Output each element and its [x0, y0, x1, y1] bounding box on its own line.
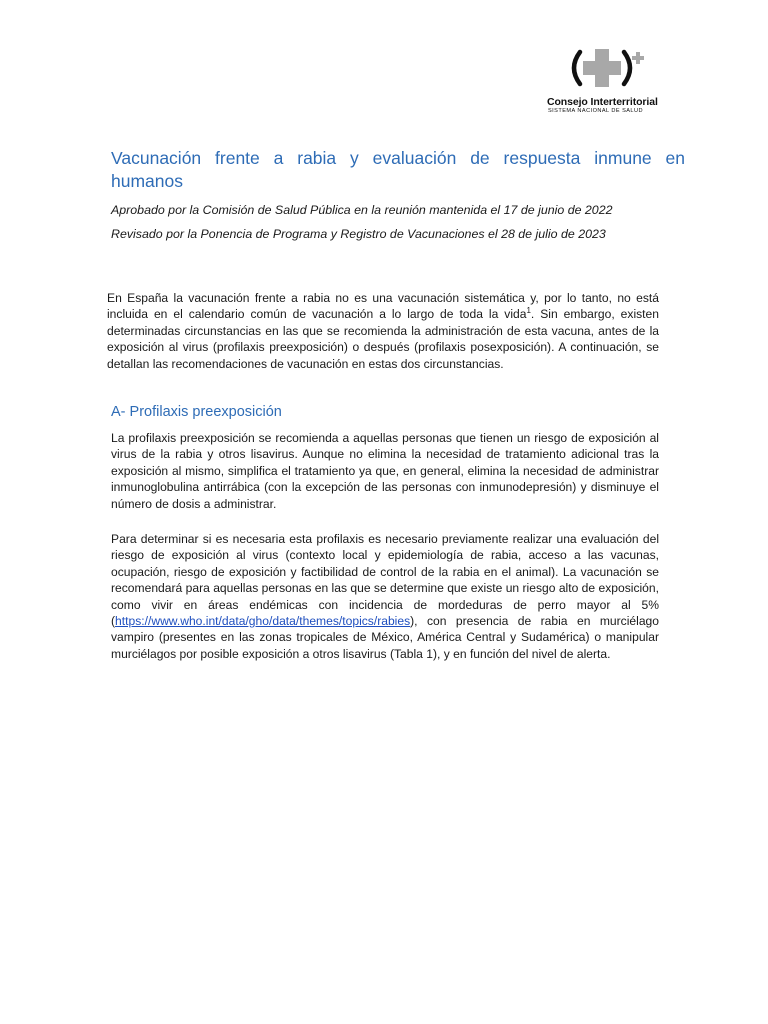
- intro-text-part2: . Sin embargo, existen determinadas circunstancias en las que se recomienda la administración de esta vacuna, antes de la exposición al virus (profilaxis preexposición) o después (profilaxis posexposición). A continuación, se detallan las recomendaciones de vacunación en estas dos circunstancias.: [107, 307, 659, 371]
- org-name: Consejo Interterritorial: [547, 96, 658, 108]
- org-subtitle: SISTEMA NACIONAL DE SALUD: [548, 108, 643, 114]
- revision-note: Revisado por la Ponencia de Programa y Registro de Vacunaciones el 28 de julio de 2023: [111, 227, 606, 241]
- preexposure-paragraph-2: [111, 531, 659, 662]
- cross-logo-icon: [566, 46, 650, 90]
- footnote-reference[interactable]: 1: [526, 306, 531, 316]
- paragraph-text-before-link: Para determinar si es necesaria esta profilaxis es necesario previamente realizar una evaluación del riesgo de exposición al virus (contexto local y epidemiología de rabia, acceso a las vacunas, ocupación, riesgo de exposición y factibilidad de control de la rabia en el animal). La vacunación se recomendará para aquellas personas en las que se determine que existe un riesgo alto de exposición, como vivir en áreas endémicas con incidencia de mordeduras de perro mayor al 5% (: [111, 532, 659, 629]
- approval-note: Aprobado por la Comisión de Salud Pública en la reunión mantenida el 17 de junio de 2022: [111, 203, 613, 217]
- logo: [546, 46, 666, 118]
- who-rabies-link[interactable]: https://www.who.int/data/gho/data/themes/topics/rabies: [115, 614, 411, 629]
- intro-paragraph: [107, 290, 659, 372]
- paragraph-text-after-link: ), con presencia de rabia en murciélago vampiro (presentes en las zonas tropicales de México, América Central y Sudamérica) o manipular murciélagos por posible exposición a otros lisavirus (Tabla 1), y en función del nivel de alerta.: [111, 614, 659, 661]
- section-heading-preexposure: A- Profilaxis preexposición: [111, 404, 282, 420]
- document-title: Vacunación frente a rabia y evaluación de respuesta inmune en humanos: [111, 148, 685, 191]
- intro-text-part1: En España la vacunación frente a rabia no es una vacunación sistemática y, por lo tanto, no está incluida en el calendario común de vacunación a lo largo de toda la vida: [107, 291, 659, 322]
- preexposure-paragraph-1: La profilaxis preexposición se recomienda a aquellas personas que tienen un riesgo de exposición al virus de la rabia y otros lisavirus. Aunque no elimina la necesidad de tratamiento adicional tras la exposición al mismo, simplifica el tratamiento ya que, en general, elimina la necesidad de administrar inmunoglobulina antirrábica (con la excepción de las personas con inmunodepresión) y disminuye el número de dosis a administrar.: [111, 431, 659, 511]
